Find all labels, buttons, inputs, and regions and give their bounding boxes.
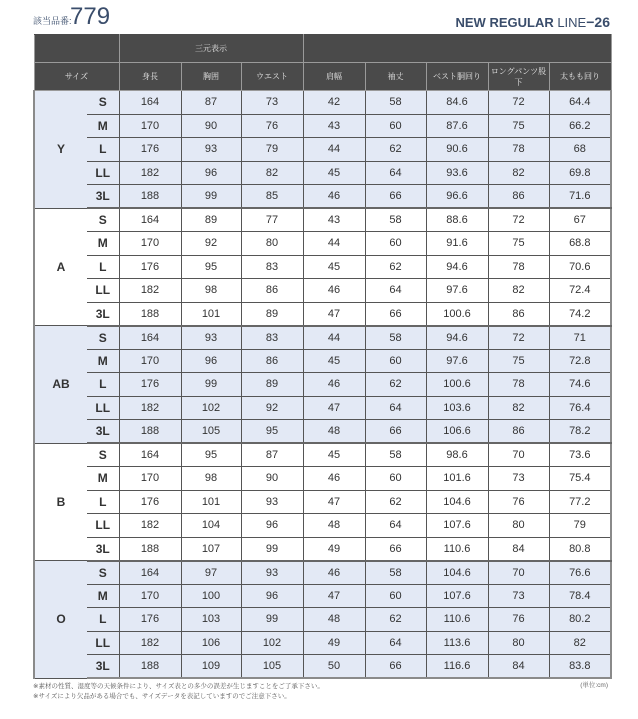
table-row bbox=[34, 185, 611, 209]
table-cell: 47 bbox=[303, 396, 365, 420]
table-row bbox=[34, 396, 611, 420]
table-cell: 188 bbox=[119, 185, 181, 209]
table-cell: 110.6 bbox=[426, 537, 488, 561]
table-cell: 77.2 bbox=[549, 490, 611, 514]
unit-label: (単位:cm) bbox=[580, 682, 608, 689]
table-cell: 93 bbox=[241, 561, 303, 585]
table-cell: 83.8 bbox=[549, 655, 611, 679]
table-cell: 86 bbox=[241, 349, 303, 373]
column-header-sleeve: 袖丈 bbox=[365, 63, 426, 91]
table-cell: 116.6 bbox=[426, 655, 488, 679]
column-header-chest: 胸囲 bbox=[181, 63, 241, 91]
table-cell: 62 bbox=[365, 490, 426, 514]
table-cell: 46 bbox=[303, 467, 365, 491]
table-cell: 62 bbox=[365, 373, 426, 397]
table-cell: 46 bbox=[303, 185, 365, 209]
size-label: LL bbox=[87, 396, 119, 420]
table-cell: 100 bbox=[181, 584, 241, 608]
table-cell: 88.6 bbox=[426, 208, 488, 232]
table-cell: 73 bbox=[241, 91, 303, 115]
table-cell: 97.6 bbox=[426, 349, 488, 373]
table-cell: 71.6 bbox=[549, 185, 611, 209]
size-label: LL bbox=[87, 514, 119, 538]
line-title-bold: NEW REGULAR bbox=[455, 15, 554, 30]
size-label: M bbox=[87, 349, 119, 373]
table-cell: 96 bbox=[241, 584, 303, 608]
table-cell: 182 bbox=[119, 161, 181, 185]
table-cell: 101 bbox=[181, 302, 241, 326]
table-cell: 47 bbox=[303, 302, 365, 326]
body-type-label: Y bbox=[34, 91, 87, 209]
table-cell: 50 bbox=[303, 655, 365, 679]
table-row bbox=[34, 561, 611, 585]
table-cell: 80.2 bbox=[549, 608, 611, 632]
table-cell: 44 bbox=[303, 232, 365, 256]
table-cell: 102 bbox=[241, 631, 303, 655]
header-blank-right bbox=[303, 35, 611, 63]
table-cell: 75 bbox=[488, 349, 549, 373]
table-cell: 101 bbox=[181, 490, 241, 514]
table-cell: 76 bbox=[488, 490, 549, 514]
table-cell: 103 bbox=[181, 608, 241, 632]
table-cell: 176 bbox=[119, 490, 181, 514]
table-cell: 87 bbox=[241, 443, 303, 467]
table-cell: 46 bbox=[303, 279, 365, 303]
table-cell: 164 bbox=[119, 208, 181, 232]
table-cell: 71 bbox=[549, 326, 611, 350]
size-label: 3L bbox=[87, 185, 119, 209]
footer-note: ※サイズにより欠品がある場合でも、サイズデータを表記していますのでご注意下さい。 bbox=[33, 692, 291, 700]
table-cell: 90 bbox=[241, 467, 303, 491]
table-row bbox=[34, 537, 611, 561]
table-cell: 188 bbox=[119, 655, 181, 679]
table-cell: 103.6 bbox=[426, 396, 488, 420]
table-cell: 80 bbox=[241, 232, 303, 256]
table-cell: 79 bbox=[549, 514, 611, 538]
column-header-height: 身長 bbox=[119, 63, 181, 91]
table-cell: 96.6 bbox=[426, 185, 488, 209]
table-cell: 188 bbox=[119, 537, 181, 561]
table-cell: 70 bbox=[488, 561, 549, 585]
size-label: 3L bbox=[87, 537, 119, 561]
table-cell: 94.6 bbox=[426, 255, 488, 279]
table-cell: 102 bbox=[181, 396, 241, 420]
table-cell: 45 bbox=[303, 161, 365, 185]
table-cell: 75 bbox=[488, 114, 549, 138]
table-cell: 82 bbox=[488, 279, 549, 303]
table-cell: 72.8 bbox=[549, 349, 611, 373]
table-cell: 107.6 bbox=[426, 514, 488, 538]
table-cell: 170 bbox=[119, 584, 181, 608]
table-cell: 75.4 bbox=[549, 467, 611, 491]
table-cell: 106 bbox=[181, 631, 241, 655]
table-row bbox=[34, 302, 611, 326]
size-label: LL bbox=[87, 631, 119, 655]
table-cell: 49 bbox=[303, 537, 365, 561]
table-cell: 170 bbox=[119, 232, 181, 256]
table-cell: 99 bbox=[241, 608, 303, 632]
table-cell: 164 bbox=[119, 443, 181, 467]
table-cell: 78.2 bbox=[549, 420, 611, 444]
table-cell: 44 bbox=[303, 138, 365, 162]
table-row bbox=[34, 255, 611, 279]
table-cell: 58 bbox=[365, 561, 426, 585]
table-cell: 83 bbox=[241, 255, 303, 279]
table-cell: 84.6 bbox=[426, 91, 488, 115]
table-cell: 78 bbox=[488, 255, 549, 279]
size-label: M bbox=[87, 114, 119, 138]
table-cell: 68 bbox=[549, 138, 611, 162]
table-cell: 92 bbox=[241, 396, 303, 420]
table-cell: 76 bbox=[488, 608, 549, 632]
table-cell: 79 bbox=[241, 138, 303, 162]
table-cell: 104.6 bbox=[426, 490, 488, 514]
product-number-label: 該当品番: bbox=[33, 16, 72, 26]
table-cell: 86 bbox=[488, 420, 549, 444]
table-cell: 43 bbox=[303, 114, 365, 138]
table-cell: 42 bbox=[303, 91, 365, 115]
table-cell: 98 bbox=[181, 279, 241, 303]
table-cell: 58 bbox=[365, 208, 426, 232]
table-cell: 164 bbox=[119, 91, 181, 115]
table-cell: 95 bbox=[181, 443, 241, 467]
table-cell: 62 bbox=[365, 608, 426, 632]
table-cell: 82 bbox=[549, 631, 611, 655]
table-cell: 82 bbox=[241, 161, 303, 185]
table-cell: 43 bbox=[303, 208, 365, 232]
table-cell: 64 bbox=[365, 161, 426, 185]
table-cell: 182 bbox=[119, 396, 181, 420]
size-table bbox=[33, 34, 612, 679]
table-row bbox=[34, 138, 611, 162]
table-cell: 85 bbox=[241, 185, 303, 209]
size-label: S bbox=[87, 208, 119, 232]
table-cell: 73 bbox=[488, 467, 549, 491]
table-cell: 66 bbox=[365, 420, 426, 444]
table-cell: 104.6 bbox=[426, 561, 488, 585]
table-cell: 188 bbox=[119, 302, 181, 326]
table-cell: 70 bbox=[488, 443, 549, 467]
table-body bbox=[34, 91, 611, 679]
table-cell: 176 bbox=[119, 255, 181, 279]
table-cell: 74.2 bbox=[549, 302, 611, 326]
header-group-3d: 三元表示 bbox=[119, 35, 303, 63]
table-cell: 82 bbox=[488, 396, 549, 420]
table-cell: 89 bbox=[241, 373, 303, 397]
size-label: S bbox=[87, 561, 119, 585]
table-cell: 176 bbox=[119, 608, 181, 632]
table-cell: 64 bbox=[365, 631, 426, 655]
table-cell: 94.6 bbox=[426, 326, 488, 350]
table-cell: 45 bbox=[303, 443, 365, 467]
size-label: L bbox=[87, 608, 119, 632]
footer-notes bbox=[33, 682, 324, 701]
table-cell: 72 bbox=[488, 208, 549, 232]
body-type-label: B bbox=[34, 443, 87, 561]
table-cell: 67 bbox=[549, 208, 611, 232]
table-row bbox=[34, 420, 611, 444]
table-cell: 170 bbox=[119, 114, 181, 138]
table-cell: 72 bbox=[488, 91, 549, 115]
table-cell: 76.6 bbox=[549, 561, 611, 585]
table-cell: 46 bbox=[303, 373, 365, 397]
table-cell: 68.8 bbox=[549, 232, 611, 256]
table-cell: 188 bbox=[119, 420, 181, 444]
size-label: M bbox=[87, 232, 119, 256]
table-cell: 107.6 bbox=[426, 584, 488, 608]
table-row bbox=[34, 443, 611, 467]
column-header-vest-waist: ベスト胴回り bbox=[426, 63, 488, 91]
table-cell: 47 bbox=[303, 490, 365, 514]
column-header-waist: ウエスト bbox=[241, 63, 303, 91]
table-cell: 86 bbox=[488, 185, 549, 209]
table-cell: 64 bbox=[365, 396, 426, 420]
table-cell: 49 bbox=[303, 631, 365, 655]
table-cell: 74.6 bbox=[549, 373, 611, 397]
table-cell: 60 bbox=[365, 232, 426, 256]
table-cell: 96 bbox=[241, 514, 303, 538]
table-cell: 58 bbox=[365, 443, 426, 467]
table-cell: 76 bbox=[241, 114, 303, 138]
table-cell: 89 bbox=[241, 302, 303, 326]
table-cell: 80.8 bbox=[549, 537, 611, 561]
table-cell: 90.6 bbox=[426, 138, 488, 162]
table-cell: 73 bbox=[488, 584, 549, 608]
table-cell: 47 bbox=[303, 584, 365, 608]
table-cell: 66 bbox=[365, 302, 426, 326]
table-cell: 60 bbox=[365, 584, 426, 608]
table-cell: 170 bbox=[119, 349, 181, 373]
table-cell: 98.6 bbox=[426, 443, 488, 467]
table-cell: 95 bbox=[181, 255, 241, 279]
table-cell: 76.4 bbox=[549, 396, 611, 420]
size-label: 3L bbox=[87, 302, 119, 326]
table-cell: 113.6 bbox=[426, 631, 488, 655]
table-cell: 46 bbox=[303, 561, 365, 585]
size-label: M bbox=[87, 467, 119, 491]
table-row bbox=[34, 584, 611, 608]
table-cell: 176 bbox=[119, 373, 181, 397]
table-cell: 58 bbox=[365, 326, 426, 350]
table-cell: 48 bbox=[303, 608, 365, 632]
table-cell: 97 bbox=[181, 561, 241, 585]
table-row bbox=[34, 631, 611, 655]
table-cell: 48 bbox=[303, 420, 365, 444]
size-label: S bbox=[87, 91, 119, 115]
table-cell: 99 bbox=[241, 537, 303, 561]
table-cell: 80 bbox=[488, 514, 549, 538]
table-cell: 60 bbox=[365, 349, 426, 373]
size-label: 3L bbox=[87, 420, 119, 444]
table-cell: 99 bbox=[181, 185, 241, 209]
table-cell: 100.6 bbox=[426, 373, 488, 397]
table-cell: 83 bbox=[241, 326, 303, 350]
table-cell: 66.2 bbox=[549, 114, 611, 138]
size-label: L bbox=[87, 373, 119, 397]
table-row bbox=[34, 279, 611, 303]
table-cell: 92 bbox=[181, 232, 241, 256]
table-cell: 69.8 bbox=[549, 161, 611, 185]
column-header-pants-inseam: ロングパンツ股下 bbox=[488, 63, 549, 91]
table-cell: 80 bbox=[488, 631, 549, 655]
table-cell: 182 bbox=[119, 514, 181, 538]
table-cell: 89 bbox=[181, 208, 241, 232]
size-label: LL bbox=[87, 161, 119, 185]
column-header-thigh: 太もも回り bbox=[549, 63, 611, 91]
table-row bbox=[34, 208, 611, 232]
table-cell: 101.6 bbox=[426, 467, 488, 491]
table-cell: 77 bbox=[241, 208, 303, 232]
size-label: 3L bbox=[87, 655, 119, 679]
table-cell: 60 bbox=[365, 467, 426, 491]
size-label: LL bbox=[87, 279, 119, 303]
table-cell: 170 bbox=[119, 467, 181, 491]
table-cell: 164 bbox=[119, 326, 181, 350]
table-cell: 48 bbox=[303, 514, 365, 538]
table-cell: 182 bbox=[119, 631, 181, 655]
table-row bbox=[34, 655, 611, 679]
header-blank bbox=[34, 35, 119, 63]
size-label: M bbox=[87, 584, 119, 608]
table-cell: 97.6 bbox=[426, 279, 488, 303]
table-cell: 64.4 bbox=[549, 91, 611, 115]
table-row bbox=[34, 608, 611, 632]
page-header bbox=[0, 0, 638, 34]
table-cell: 164 bbox=[119, 561, 181, 585]
table-cell: 98 bbox=[181, 467, 241, 491]
column-header-size: サイズ bbox=[34, 63, 119, 91]
table-cell: 84 bbox=[488, 537, 549, 561]
footer-note: ※素材の性質、湿度等の天候条件により、サイズ表との多少の誤差が生じますことをご了承下さい。 bbox=[33, 683, 324, 690]
table-cell: 75 bbox=[488, 232, 549, 256]
product-number: 779 bbox=[70, 3, 111, 30]
table-cell: 105 bbox=[241, 655, 303, 679]
table-row bbox=[34, 232, 611, 256]
table-cell: 93 bbox=[181, 138, 241, 162]
table-row bbox=[34, 467, 611, 491]
table-cell: 104 bbox=[181, 514, 241, 538]
table-cell: 66 bbox=[365, 537, 426, 561]
table-cell: 78 bbox=[488, 373, 549, 397]
column-header-shoulder: 肩幅 bbox=[303, 63, 365, 91]
table-cell: 82 bbox=[488, 161, 549, 185]
table-row bbox=[34, 490, 611, 514]
table-cell: 72.4 bbox=[549, 279, 611, 303]
table-cell: 78 bbox=[488, 138, 549, 162]
table-cell: 182 bbox=[119, 279, 181, 303]
table-cell: 60 bbox=[365, 114, 426, 138]
table-cell: 87 bbox=[181, 91, 241, 115]
table-cell: 106.6 bbox=[426, 420, 488, 444]
size-label: L bbox=[87, 255, 119, 279]
table-row bbox=[34, 373, 611, 397]
table-cell: 91.6 bbox=[426, 232, 488, 256]
table-cell: 44 bbox=[303, 326, 365, 350]
table-row bbox=[34, 91, 611, 115]
table-row bbox=[34, 349, 611, 373]
table-cell: 66 bbox=[365, 655, 426, 679]
table-cell: 86 bbox=[488, 302, 549, 326]
table-cell: 110.6 bbox=[426, 608, 488, 632]
line-title-dash: − bbox=[586, 14, 595, 30]
table-cell: 84 bbox=[488, 655, 549, 679]
table-cell: 93.6 bbox=[426, 161, 488, 185]
table-cell: 45 bbox=[303, 349, 365, 373]
table-cell: 62 bbox=[365, 255, 426, 279]
table-cell: 72 bbox=[488, 326, 549, 350]
table-cell: 176 bbox=[119, 138, 181, 162]
line-title-number: 26 bbox=[594, 14, 610, 30]
table-cell: 64 bbox=[365, 279, 426, 303]
table-cell: 62 bbox=[365, 138, 426, 162]
table-cell: 105 bbox=[181, 420, 241, 444]
size-label: L bbox=[87, 490, 119, 514]
table-cell: 78.4 bbox=[549, 584, 611, 608]
table-cell: 95 bbox=[241, 420, 303, 444]
table-cell: 45 bbox=[303, 255, 365, 279]
size-label: S bbox=[87, 443, 119, 467]
table-cell: 109 bbox=[181, 655, 241, 679]
size-label: S bbox=[87, 326, 119, 350]
table-row bbox=[34, 114, 611, 138]
table-cell: 70.6 bbox=[549, 255, 611, 279]
table-cell: 93 bbox=[181, 326, 241, 350]
table-cell: 107 bbox=[181, 537, 241, 561]
table-cell: 96 bbox=[181, 349, 241, 373]
table-cell: 73.6 bbox=[549, 443, 611, 467]
table-cell: 99 bbox=[181, 373, 241, 397]
table-row bbox=[34, 161, 611, 185]
table-cell: 87.6 bbox=[426, 114, 488, 138]
body-type-label: O bbox=[34, 561, 87, 679]
table-cell: 66 bbox=[365, 185, 426, 209]
table-cell: 100.6 bbox=[426, 302, 488, 326]
line-title bbox=[456, 14, 611, 31]
body-type-label: AB bbox=[34, 326, 87, 444]
body-type-label: A bbox=[34, 208, 87, 326]
table-cell: 90 bbox=[181, 114, 241, 138]
table-cell: 58 bbox=[365, 91, 426, 115]
table-cell: 96 bbox=[181, 161, 241, 185]
table-cell: 64 bbox=[365, 514, 426, 538]
line-title-light: LINE bbox=[553, 15, 587, 30]
size-label: L bbox=[87, 138, 119, 162]
table-row bbox=[34, 514, 611, 538]
table-cell: 86 bbox=[241, 279, 303, 303]
table-cell: 93 bbox=[241, 490, 303, 514]
table-row bbox=[34, 326, 611, 350]
